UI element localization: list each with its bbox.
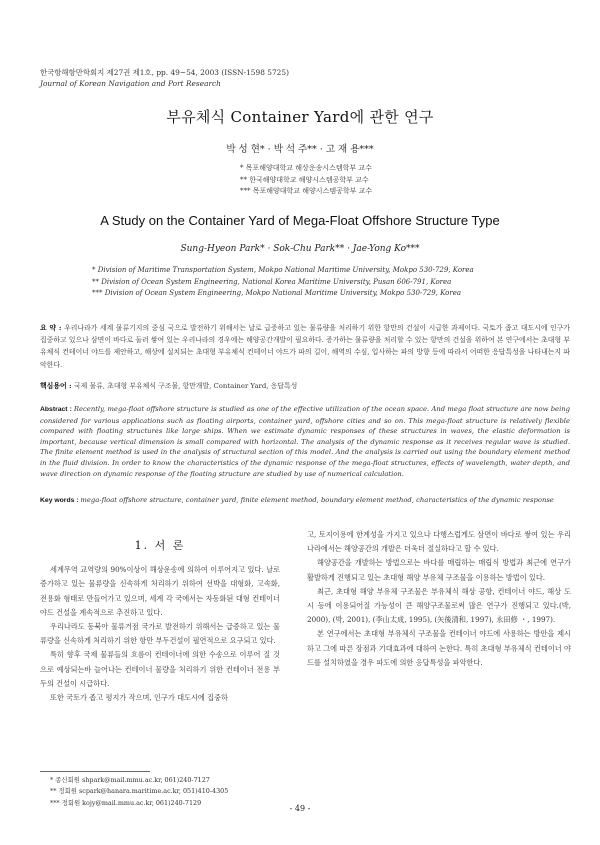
paragraph: 우리나라도 동북아 물류거점 국가로 발전하기 위해서는 급증하고 있는 물류량을 신속하게 처리하기 위한 항만 부두건설이 필연적으로 요구되고 있다. [40, 622, 280, 646]
affiliations-ko [240, 163, 372, 198]
affiliation-ko-3: *** 목포해양대학교 해양시스템공학부 교수 [240, 187, 373, 195]
footnote-divider [40, 771, 150, 772]
body-column-left [40, 533, 280, 705]
abstract-en-text: Recently, mega-float offshore structure is studied as one of the effective utilization of the ocean space. And mega float structure are now being considered for various applications such as floating airports, container yard, offshore cities and so on. This mega-float structure is relatively flexible compared with floating structures like large ships. When we estimate dynamic responses of these structures in waves, the elastic deformation is important, because vertical dimension is small compared with horizontal. The analysis of the dynamic response as it receives regular wave is studied. The finite element method is used in the analysis of structural section of this model. And the analysis is carried out using the boundary element method in the fluid division. In order to know the characteristics of the dynamic response of the mega-float structures, effects of wavelength, water depth, and wave direction on dynamic response of the floating structure are studied by use of numerical calculation. [40, 405, 570, 478]
paragraph: 고, 토지이용에 한계성을 가지고 있으나 다행스럽게도 삼면이 바다로 쌓여 있는 우리나라에서는 해양공간의 개발은 더욱더 절실하다고 할 수 있다. [307, 530, 571, 554]
keywords-en [40, 495, 570, 506]
paragraph: 해양공간을 개발하는 방법으로는 바다를 매립하는 매립식 방법과 최근에 연구가 활발하게 진행되고 있는 초대형 해양 부유체 구조물을 이용하는 방법이 있다. [307, 558, 571, 582]
journal-name-en: Journal of Korean Navigation and Port Research [40, 79, 221, 88]
abstract-ko [40, 322, 570, 371]
paper-title-ko: 부유체식 Container Yard에 관한 연구 [166, 108, 434, 126]
affiliation-ko-1: * 목포해양대학교 해상운송시스템학부 교수 [240, 164, 372, 172]
keywords-ko-text: 국제 물류, 초대형 부유체식 구조물, 항만개발, Container Yard, 응답특성 [73, 382, 298, 390]
authors-ko: 박 성 현* · 박 석 주** · 고 재 용*** [226, 144, 374, 155]
paragraph: 본 연구에서는 초대형 부유체식 구조물을 컨테이너 야드에 사용하는 방안을 제시하고 그에 따른 장점과 기대효과에 대하여 논한다. 특히 초대형 부유체식 컨테이너 야드를 설치하였을 경우 파도에 의한 응답특성을 파악한다. [307, 629, 571, 667]
keywords-en-label: Key words : [40, 497, 81, 504]
authors-en: Sung-Hyeon Park* · Sok-Chu Park** · Jae-Yong Ko*** [180, 244, 420, 254]
abstract-en [40, 404, 570, 479]
footnote-3: *** 정회원 kojy@mail.mmu.ac.kr, 061)240-7129 [50, 798, 202, 807]
paragraph: 특히 향후 국제 물류들의 흐름이 컨테이너에 의한 수송으로 이루어 질 것으로 예상되는바 늘어나는 컨테이너 물량을 처리하기 위한 컨테이너 전용 부두의 건설이 시급하다. [40, 650, 280, 688]
affiliation-en-3: *** Division of Ocean System Engineering, Mokpo National Maritime University, Mokpo 530-729, Korea [92, 289, 462, 297]
paragraph: 세계무역 교역량의 90%이상이 해상운송에 의하여 이루어지고 있다. 날로 증가하고 있는 물류량을 신속하게 처리하기 위하여 선박을 대형화, 고속화, 전용화 형태로 만들어가고 있으며, 세계 각 국에서는 자동화된 대형 컨테이너 야드 건설을 계속적으로 추진하고 있다. [40, 565, 280, 617]
abstract-ko-text: 우리나라가 세계 물류기지의 중심 국으로 발전하기 위해서는 날로 급증하고 있는 물류량을 처리하기 위한 항만의 건설이 시급한 과제이다. 국토가 좁고 대도시에 인구가 집중하고 있으나 삼면이 바다로 둘러 쌓여 있는 우리나라의 경우에는 해양공간개발이 필요하다. 증가하는 물류량을 처리할 수 있는 항만의 건설을 위하여 본 연구에서는 초대형 부유체식 컨테이너 야드를 제안하고, 해상에 설치되는 초대형 부유체식 컨테이너 야드가 파의 길이, 해역의 수심, 입사하는 파의 방향 등에 따라서 어떠한 응답특성을 나타내는지 파악한다. [40, 324, 570, 369]
keywords-ko [40, 380, 570, 390]
body-column-right [307, 528, 571, 670]
paragraph: 또한 국토가 좁고 평지가 작으며, 인구가 대도시에 집중하 [50, 693, 228, 703]
affiliation-ko-2: ** 한국해양대학교 해양시스템공학부 교수 [240, 175, 369, 184]
footnote-1: * 종신회원 shpark@mail.mmu.ac.kr, 061)240-7127 [50, 776, 210, 784]
abstract-ko-label: 요 약 : [40, 324, 65, 332]
section-title-introduction: 1. 서 론 [134, 539, 186, 552]
affiliations-en [92, 265, 474, 300]
page-number: - 49 - [289, 804, 311, 813]
footnote-2: ** 정회원 scpark@hanara.maritime.ac.kr, 051)410-4305 [50, 787, 229, 796]
journal-header [40, 67, 289, 89]
paper-title-en: A Study on the Container Yard of Mega-Float Offshore Structure Type [100, 213, 500, 228]
abstract-en-label: Abstract : [40, 406, 74, 413]
keywords-en-text: mega-float offshore structure, container yard, finite element method, boundary element method, characteristics of the dynamic response [80, 496, 554, 504]
paragraph: 최근, 초대형 해양 부유체 구조물은 부유체식 해상 공항, 컨테이너 야드, 해상 도시 등에 이용되어질 가능성이 큰 해양구조물로써 많은 연구가 진행되고 있다.(박, 2000), (박, 2001), (李山太成, 1995), (矢後清和, 1997), 永田修 ・, 1997). [307, 586, 571, 625]
affiliation-en-2: ** Division of Ocean System Engineering, National Korea Maritime University, Pusan 606-791, Korea [92, 277, 452, 286]
keywords-ko-label: 핵심용어 : [40, 382, 74, 390]
journal-citation-ko: 한국항해항만학회지 제27권 제1호, pp. 49~54, 2003 (ISSN-1598 5725) [40, 68, 289, 77]
affiliation-en-1: * Division of Maritime Transportation System, Mokpo National Maritime University, Mokpo 530-729, Korea [92, 266, 474, 274]
